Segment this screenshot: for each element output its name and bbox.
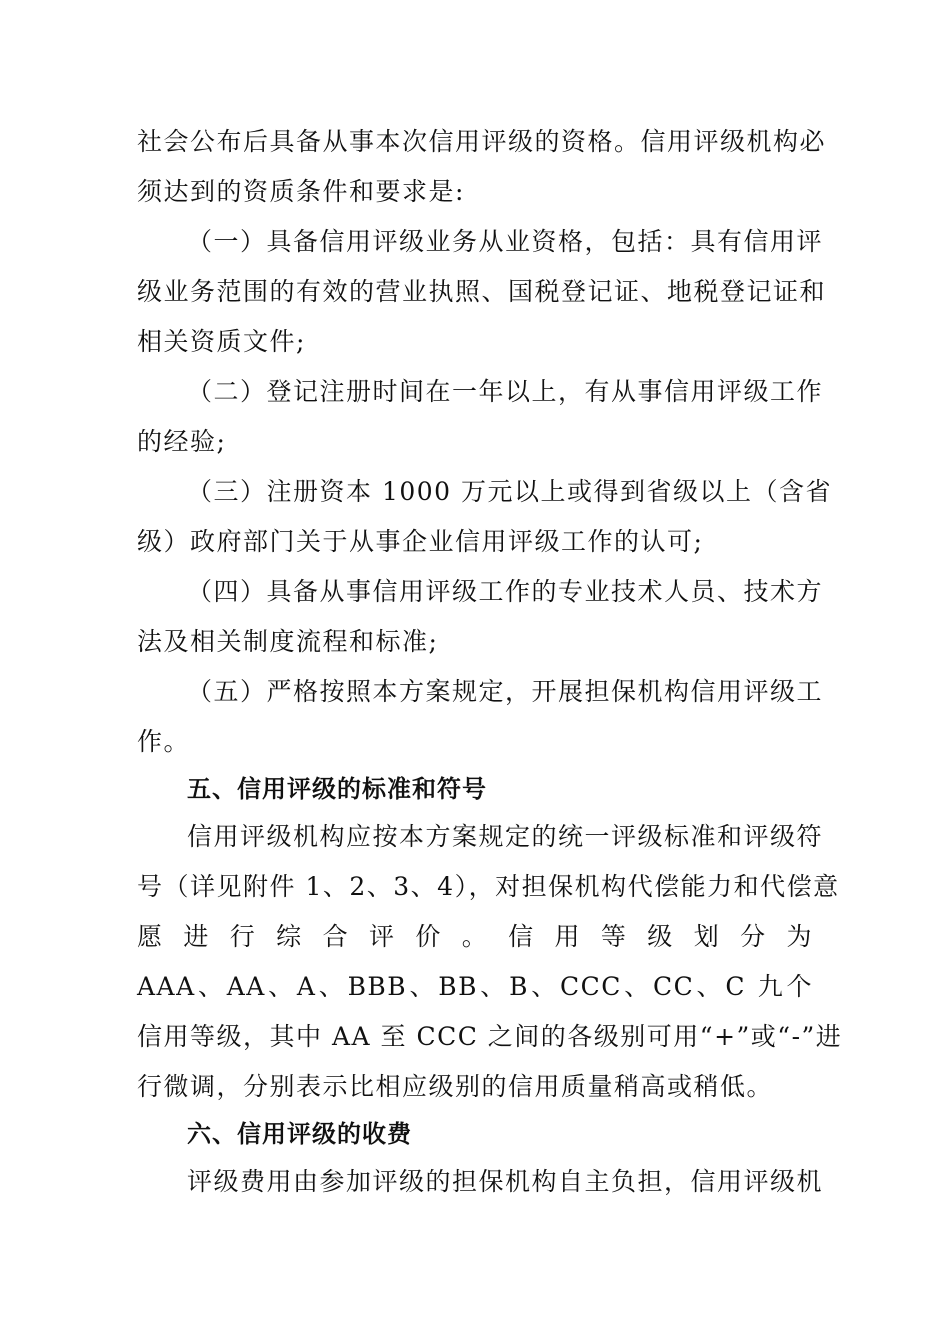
list-item-1-line: （一）具备信用评级业务从业资格，包括：具有信用评 (187, 227, 824, 256)
paragraph-line: AAA、AA、A、BBB、BB、B、CCC、CC、C 九个 (137, 972, 813, 1001)
paragraph-line: 信用等级，其中 AA 至 CCC 之间的各级别可用“+”或“-”进 (137, 1022, 843, 1051)
paragraph-line: 愿进行综合评价。信用等级划分为 (137, 922, 813, 951)
paragraph-line: 须达到的资质条件和要求是: (137, 177, 465, 206)
paragraph-line: 信用评级机构应按本方案规定的统一评级标准和评级符 (187, 822, 824, 851)
list-item-1-line: 相关资质文件; (137, 327, 306, 356)
list-item-4-line: （四）具备从事信用评级工作的专业技术人员、技术方 (187, 577, 824, 606)
list-item-1-line: 级业务范围的有效的营业执照、国税登记证、地税登记证和 (137, 277, 827, 306)
list-item-3-line: （三）注册资本 1000 万元以上或得到省级以上（含省 (187, 477, 833, 506)
section-heading-5: 五、信用评级的标准和符号 (187, 775, 487, 803)
paragraph-line: 行微调，分别表示比相应级别的信用质量稍高或稍低。 (137, 1072, 774, 1101)
paragraph-line: 评级费用由参加评级的担保机构自主负担，信用评级机 (187, 1167, 824, 1196)
paragraph-line: 社会公布后具备从事本次信用评级的资格。信用评级机构必 (137, 127, 827, 156)
list-item-5-line: 作。 (137, 727, 191, 756)
list-item-4-line: 法及相关制度流程和标准; (137, 627, 439, 656)
list-item-3-line: 级）政府部门关于从事企业信用评级工作的认可; (137, 527, 704, 556)
section-heading-6: 六、信用评级的收费 (187, 1120, 412, 1148)
list-item-5-line: （五）严格按照本方案规定，开展担保机构信用评级工 (187, 677, 824, 706)
list-item-2-line: 的经验; (137, 427, 227, 456)
list-item-2-line: （二）登记注册时间在一年以上，有从事信用评级工作 (187, 377, 824, 406)
paragraph-line: 号（详见附件 1、2、3、4），对担保机构代偿能力和代偿意 (137, 872, 840, 901)
